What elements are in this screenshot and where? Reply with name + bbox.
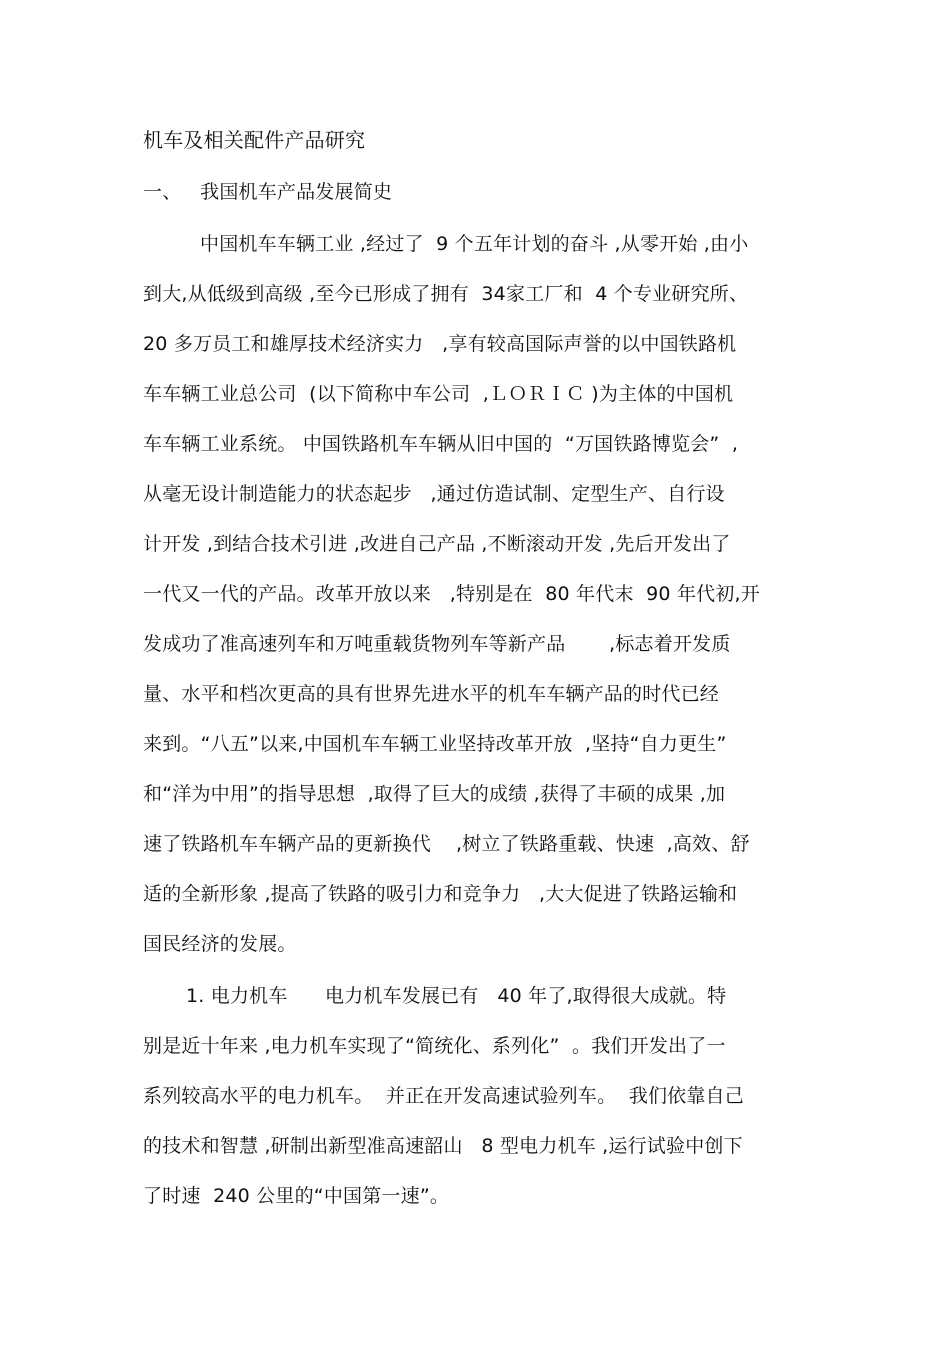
paragraph-1-line-13: 速了铁路机车车辆产品的更新换代 ,树立了铁路重载、快速 ,高效、舒 (143, 833, 750, 855)
paragraph-1-line-3: 20 多万员工和雄厚技术经济实力 ,享有较高国际声誉的以中国铁路机 (143, 333, 737, 355)
paragraph-1-line-7: 计开发 ,到结合技术引进 ,改进自己产品 ,不断滚动开发 ,先后开发出了 (143, 533, 731, 555)
paragraph-1-line-1: 中国机车车辆工业 ,经过了 9 个五年计划的奋斗 ,从零开始 ,由小 (200, 233, 749, 255)
paragraph-1-line-8: 一代又一代的产品。改革开放以来 ,特别是在 80 年代末 90 年代初,开 (143, 583, 760, 605)
paragraph-1-line-15: 国民经济的发展。 (143, 933, 297, 955)
paragraph-1-line-14: 适的全新形象 ,提高了铁路的吸引力和竞争力 ,大大促进了铁路运输和 (143, 883, 738, 905)
paragraph-1-line-10: 量、水平和档次更高的具有世界先进水平的机车车辆产品的时代已经 (143, 683, 720, 705)
paragraph-1-line-5: 车车辆工业系统。 中国铁路机车车辆从旧中国的 “万国铁路博览会” , (143, 433, 739, 455)
paragraph-1-line-6: 从毫无设计制造能力的状态起步 ,通过仿造试制、定型生产、自行设 (143, 483, 725, 505)
paragraph-1-line-11: 来到。“八五”以来,中国机车车辆工业坚持改革开放 ,坚持“自力更生” (143, 733, 727, 755)
paragraph-2-line-5: 了时速 240 公里的“中国第一速”。 (143, 1185, 450, 1207)
paragraph-2-line-4: 的技术和智慧 ,研制出新型准高速韶山 8 型电力机车 ,运行试验中创下 (143, 1135, 743, 1157)
paragraph-2-line-3: 系列较高水平的电力机车。 并正在开发高速试验列车。 我们依靠自己 (143, 1085, 744, 1107)
paragraph-1-line-2: 到大,从低级到高级 ,至今已形成了拥有 34家工厂和 4 个专业研究所、 (143, 283, 749, 305)
paragraph-1-line-4: 车车辆工业总公司 (以下简称中车公司 ,ＬＯＲＩＣ )为主体的中国机 (143, 383, 734, 405)
document-title: 机车及相关配件产品研究 (143, 128, 366, 152)
paragraph-2-line-2: 别是近十年来 ,电力机车实现了“简统化、系列化” 。我们开发出了一 (143, 1035, 726, 1057)
section-heading: 一、 我国机车产品发展简史 (143, 181, 393, 203)
paragraph-1-line-12: 和“洋为中用”的指导思想 ,取得了巨大的成绩 ,获得了丰硕的成果 ,加 (143, 783, 726, 805)
paragraph-1-line-9: 发成功了准高速列车和万吨重载货物列车等新产品 ,标志着开发质 (143, 633, 731, 655)
paragraph-2-line-1: 1. 电力机车 电力机车发展已有 40 年了,取得很大成就。特 (186, 985, 727, 1007)
